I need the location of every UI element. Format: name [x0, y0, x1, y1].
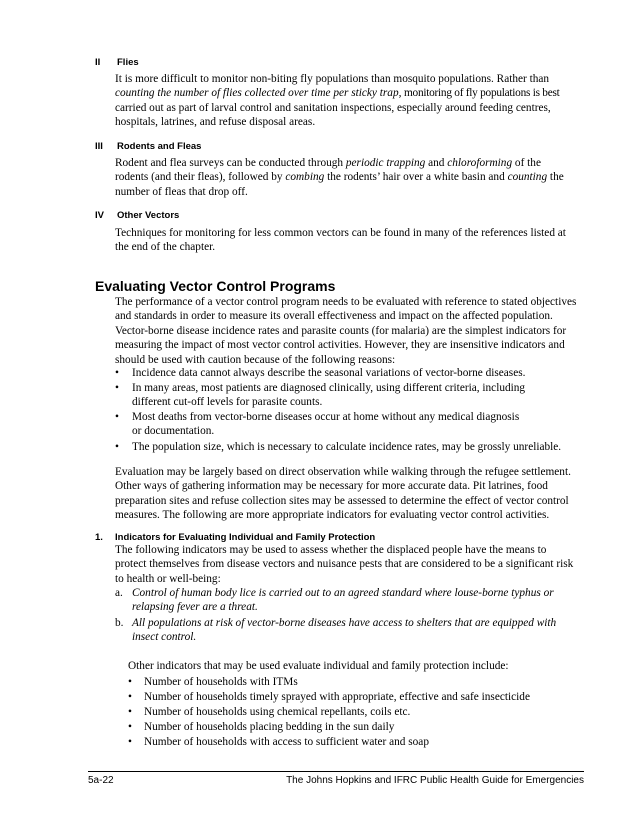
text-line: Most deaths from vector-borne diseases occur at home without any medical diagnosis: [132, 411, 520, 423]
evaluating-paragraph-1: [115, 295, 595, 367]
text-span: of the: [512, 157, 541, 169]
list-item-text: Number of households timely sprayed with appropriate, effective and safe insecticide: [144, 691, 530, 703]
italic-text: combing: [285, 171, 325, 184]
list-item-text: The population size, which is necessary to calculate incidence rates, may be grossly unreliable.: [132, 441, 562, 453]
bullet-icon: •: [128, 721, 132, 733]
text-line: to health or well-being:: [115, 572, 221, 585]
subheading-indicators: [95, 532, 375, 543]
other-indicators-intro: Other indicators that may be used evaluate individual and family protection include:: [128, 660, 509, 672]
text-span: the: [547, 171, 564, 184]
other-vectors-paragraph: [115, 226, 595, 255]
section-heading-rodents: [95, 141, 201, 152]
section-number: 1.: [95, 532, 103, 543]
list-item-text: [132, 586, 554, 615]
list-item-text: Number of households with ITMs: [144, 676, 298, 688]
item-label: a.: [115, 587, 123, 599]
text-line: It is more difficult to monitor non-biting fly populations than mosquito populations. Rather than: [115, 73, 550, 85]
italic-text: counting the number of flies collected over time per sticky trap,: [115, 87, 402, 100]
bullet-icon: •: [115, 382, 119, 394]
section-number: II: [95, 57, 101, 68]
text-line: measuring the impact of most vector control activities. However, they are insensitive indicators and: [115, 339, 565, 352]
list-item-text: Number of households using chemical repellants, coils etc.: [144, 706, 411, 718]
list-item-text: Number of households placing bedding in the sun daily: [144, 721, 395, 733]
section-title: Indicators for Evaluating Individual and Family Protection: [115, 532, 376, 543]
bullet-icon: •: [115, 367, 119, 379]
bullet-icon: •: [128, 706, 132, 718]
text-line: All populations at risk of vector-borne diseases have access to shelters that are equipped with: [132, 617, 557, 629]
rodents-paragraph: [115, 156, 595, 199]
text-span: monitoring of fly populations is best: [401, 87, 560, 100]
text-line: In many areas, most patients are diagnosed clinically, using different criteria, including: [132, 382, 526, 394]
bullet-icon: •: [128, 676, 132, 688]
text-line: measures. The following are more appropriate indicators for evaluating vector control activities.: [115, 509, 550, 522]
list-item-text: Number of households with access to sufficient water and soap: [144, 736, 429, 748]
text-line: preparation sites and refuse collection sites may be assessed to determine the effect of vector control: [115, 494, 569, 507]
text-line: relapsing fever are a threat.: [132, 601, 258, 614]
text-span: the rodents’ hair over a white basin and: [324, 171, 508, 184]
evaluating-paragraph-2: [115, 465, 595, 523]
text-line: carried out as part of larval control and sanitation inspections, especially around feeding centres,: [115, 101, 551, 114]
list-item-text: [132, 410, 519, 439]
text-span: rodents (and their fleas), followed by: [115, 171, 286, 184]
text-line: and standards in order to measure its overall effectiveness and impact on the affected population.: [115, 310, 553, 323]
text-line: Evaluation may be largely based on direct observation while walking through the refugee settlement.: [115, 466, 571, 478]
text-line: The performance of a vector control program needs to be evaluated with reference to stated objectives: [115, 296, 577, 308]
bullet-icon: •: [115, 441, 119, 453]
page-number: 5a-22: [88, 775, 114, 786]
list-item-text: [132, 381, 525, 410]
text-line: Other ways of gathering information may be necessary for more accurate data. Pit latrines, food: [115, 480, 548, 493]
section-title: Rodents and Fleas: [117, 141, 202, 152]
footer-title: The Johns Hopkins and IFRC Public Health Guide for Emergencies: [286, 775, 584, 786]
text-line: or documentation.: [132, 425, 215, 438]
footer-divider: [88, 771, 584, 772]
text-line: Control of human body lice is carried out to an agreed standard where louse-borne typhus or: [132, 587, 554, 599]
text-line: protect themselves from disease vectors and nuisance pests that are considered to be a significant risk: [115, 558, 574, 571]
text-line: should be used with caution because of the following reasons:: [115, 353, 396, 366]
list-item-text: [132, 616, 556, 645]
text-line: hospitals, latrines, and refuse disposal areas.: [115, 116, 316, 129]
text-span: and: [425, 157, 448, 169]
section-number: III: [95, 141, 103, 152]
text-line: [115, 170, 595, 184]
text-span: Rodent and flea surveys can be conducted through: [115, 157, 346, 169]
bullet-icon: •: [115, 411, 119, 423]
italic-text: periodic trapping: [345, 157, 426, 169]
text-line: [115, 86, 595, 100]
text-line: different cut-off levels for parasite counts.: [132, 396, 323, 409]
italic-text: chloroforming: [447, 157, 513, 169]
italic-text: counting: [507, 171, 548, 184]
text-line: number of fleas that drop off.: [115, 185, 248, 198]
list-item-text: Incidence data cannot always describe the seasonal variations of vector-borne diseases.: [132, 367, 526, 379]
section-heading-other-vectors: [95, 210, 179, 221]
text-line: [115, 156, 595, 170]
section-number: IV: [95, 210, 104, 221]
section-title: Other Vectors: [117, 210, 180, 221]
bullet-icon: •: [128, 736, 132, 748]
text-line: Techniques for monitoring for less common vectors can be found in many of the references listed at: [115, 227, 566, 239]
section-heading-flies: [95, 57, 139, 68]
text-line: The following indicators may be used to assess whether the displaced people have the means to: [115, 544, 547, 556]
heading-evaluating: Evaluating Vector Control Programs: [95, 278, 336, 294]
section-title: Flies: [117, 57, 139, 68]
text-line: the end of the chapter.: [115, 241, 216, 254]
bullet-icon: •: [128, 691, 132, 703]
indicators-paragraph: [115, 543, 595, 586]
text-line: Vector-borne disease incidence rates and parasite counts (for malaria) are the simplest indicators for: [115, 324, 567, 337]
flies-paragraph: [115, 72, 595, 130]
text-line: insect control.: [132, 631, 197, 644]
item-label: b.: [115, 617, 124, 629]
